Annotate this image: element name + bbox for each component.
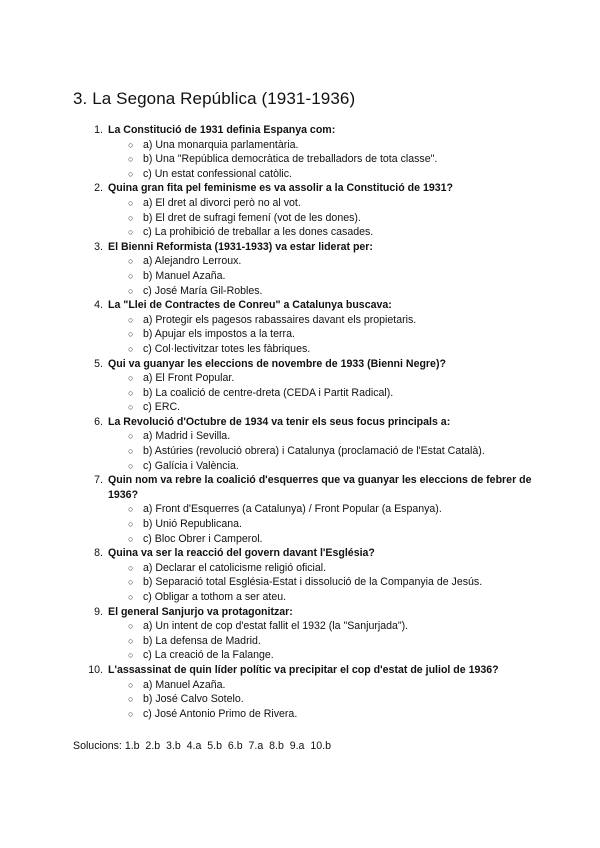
question-number: 6. — [94, 415, 103, 428]
option-text: b) La defensa de Madrid. — [143, 634, 261, 647]
question-number: 9. — [94, 605, 103, 618]
question-text: El Bienni Reformista (1931-1933) va estar liderat per: — [108, 240, 373, 253]
circle-bullet-icon: ○ — [128, 562, 134, 573]
option-text: b) Separació total Església-Estat i dissolució de la Companyia de Jesús. — [143, 576, 483, 589]
option-list — [108, 371, 548, 415]
option-text: c) La creació de la Falange. — [143, 649, 274, 662]
option-list — [108, 196, 548, 240]
question-number: 7. — [94, 474, 103, 487]
option-item — [128, 327, 548, 342]
circle-bullet-icon: ○ — [128, 387, 134, 398]
option-text: a) El dret al divorci però no al vot. — [143, 196, 301, 209]
circle-bullet-icon: ○ — [128, 402, 134, 413]
question-text: Quina va ser la reacció del govern davant l'Església? — [108, 547, 375, 560]
option-list — [108, 138, 548, 182]
option-text: a) Un intent de cop d'estat fallit el 1932 (la "Sanjurjada"). — [143, 620, 409, 633]
option-item — [128, 707, 548, 722]
circle-bullet-icon: ○ — [128, 446, 134, 457]
option-list — [108, 254, 548, 298]
option-text: a) Front d'Esquerres (a Catalunya) / Front Popular (a Espanya). — [143, 503, 442, 516]
option-item — [128, 284, 548, 299]
circle-bullet-icon: ○ — [128, 431, 134, 442]
question-item — [94, 546, 548, 604]
option-text: c) La prohibició de treballar a les dones casades. — [143, 226, 374, 239]
option-text: a) Alejandro Lerroux. — [143, 255, 242, 268]
question-number: 10. — [88, 663, 103, 676]
option-text: a) El Front Popular. — [143, 372, 235, 385]
option-list — [108, 678, 548, 722]
option-text: a) Declarar el catolicisme religió oficial. — [143, 561, 327, 574]
option-text: b) El dret de sufragi femení (vot de les dones). — [143, 211, 361, 224]
option-item — [128, 386, 548, 401]
question-item — [94, 240, 548, 298]
option-text: b) Unió Republicana. — [143, 518, 242, 531]
option-text: b) Manuel Azaña. — [143, 269, 226, 282]
question-item — [94, 181, 548, 239]
question-text: Qui va guanyar les eleccions de novembre de 1933 (Bienni Negre)? — [108, 357, 446, 370]
circle-bullet-icon: ○ — [128, 679, 134, 690]
option-item — [128, 692, 548, 707]
question-text: La "Llei de Contractes de Conreu" a Catalunya buscava: — [108, 299, 392, 312]
solutions-line: Solucions: 1.b 2.b 3.b 4.a 5.b 6.b 7.a 8.b 9.a 10.b — [73, 740, 331, 752]
option-text: c) Obligar a tothom a ser ateu. — [143, 591, 287, 603]
question-text: El general Sanjurjo va protagonitzar: — [108, 605, 293, 618]
option-item — [128, 429, 548, 444]
question-number: 4. — [94, 299, 103, 312]
option-text: c) ERC. — [143, 401, 181, 414]
option-text: b) La coalició de centre-dreta (CEDA i Partit Radical). — [143, 386, 394, 399]
question-number: 2. — [94, 182, 103, 195]
question-text: Quin nom va rebre la coalició d'esquerres que va guanyar les eleccions de febrer de 1936? — [108, 474, 532, 501]
page-title: 3. La Segona República (1931-1936) — [73, 89, 356, 108]
option-text: b) Una "República democràtica de treballadors de tota classe". — [143, 153, 438, 166]
option-list — [108, 502, 548, 546]
option-text: b) Astúries (revolució obrera) i Catalunya (proclamació de l'Estat Català). — [143, 445, 485, 458]
option-item — [128, 590, 548, 605]
option-item — [128, 269, 548, 284]
question-text: La Constitució de 1931 definia Espanya com: — [108, 124, 336, 136]
option-text: a) Protegir els pagesos rabassaires davant els propietaris. — [143, 313, 417, 326]
question-number: 1. — [94, 124, 103, 136]
option-text: c) José María Gil-Robles. — [143, 284, 263, 297]
circle-bullet-icon: ○ — [128, 227, 134, 238]
question-list — [88, 123, 548, 721]
option-item — [128, 619, 548, 634]
option-item — [128, 648, 548, 663]
option-item — [128, 575, 548, 590]
circle-bullet-icon: ○ — [128, 256, 134, 267]
circle-bullet-icon: ○ — [128, 168, 134, 179]
option-item — [128, 196, 548, 211]
option-list — [108, 429, 548, 473]
option-list — [108, 619, 548, 663]
circle-bullet-icon: ○ — [128, 708, 134, 719]
option-item — [128, 225, 548, 240]
circle-bullet-icon: ○ — [128, 635, 134, 646]
circle-bullet-icon: ○ — [128, 285, 134, 296]
question-item — [94, 123, 548, 181]
option-item — [128, 313, 548, 328]
question-item — [94, 415, 548, 473]
option-item — [128, 634, 548, 649]
option-list — [108, 561, 548, 605]
option-text: a) Una monarquia parlamentària. — [143, 138, 299, 151]
question-text: Quina gran fita pel feminisme es va assolir a la Constitució de 1931? — [108, 182, 454, 195]
option-item — [128, 254, 548, 269]
option-item — [128, 211, 548, 226]
option-item — [128, 138, 548, 153]
option-item — [128, 371, 548, 386]
circle-bullet-icon: ○ — [128, 460, 134, 471]
circle-bullet-icon: ○ — [128, 650, 134, 661]
question-item — [94, 473, 548, 546]
circle-bullet-icon: ○ — [128, 621, 134, 632]
option-item — [128, 152, 548, 167]
circle-bullet-icon: ○ — [128, 504, 134, 515]
circle-bullet-icon: ○ — [128, 343, 134, 354]
option-text: a) Madrid i Sevilla. — [143, 430, 231, 443]
option-item — [128, 342, 548, 357]
question-item — [88, 663, 548, 721]
question-item — [94, 298, 548, 356]
option-item — [128, 400, 548, 415]
question-item — [94, 605, 548, 663]
option-item — [128, 502, 548, 517]
circle-bullet-icon: ○ — [128, 314, 134, 325]
option-item — [128, 517, 548, 532]
option-text: a) Manuel Azaña. — [143, 678, 226, 691]
option-item — [128, 532, 548, 547]
option-text: b) José Calvo Sotelo. — [143, 693, 244, 706]
option-item — [128, 167, 548, 182]
option-text: c) Un estat confessional catòlic. — [143, 167, 292, 180]
question-number: 5. — [94, 357, 103, 370]
option-item — [128, 444, 548, 459]
option-text: b) Apujar els impostos a la terra. — [143, 328, 295, 341]
circle-bullet-icon: ○ — [128, 212, 134, 223]
circle-bullet-icon: ○ — [128, 154, 134, 165]
question-text: L'assassinat de quin líder polític va precipitar el cop d'estat de juliol de 1936? — [108, 663, 499, 676]
circle-bullet-icon: ○ — [128, 577, 134, 588]
option-item — [128, 678, 548, 693]
option-item — [128, 561, 548, 576]
circle-bullet-icon: ○ — [128, 197, 134, 208]
circle-bullet-icon: ○ — [128, 373, 134, 384]
question-text: La Revolució d'Octubre de 1934 va tenir els seus focus principals a: — [108, 415, 451, 428]
question-number: 3. — [94, 240, 103, 253]
circle-bullet-icon: ○ — [128, 533, 134, 544]
circle-bullet-icon: ○ — [128, 270, 134, 281]
circle-bullet-icon: ○ — [128, 329, 134, 340]
circle-bullet-icon: ○ — [128, 139, 134, 150]
circle-bullet-icon: ○ — [128, 592, 134, 602]
option-list — [108, 313, 548, 357]
question-number: 8. — [94, 547, 103, 560]
question-item — [94, 357, 548, 415]
circle-bullet-icon: ○ — [128, 694, 134, 705]
option-text: c) Bloc Obrer i Camperol. — [143, 532, 263, 545]
option-item — [128, 459, 548, 474]
circle-bullet-icon: ○ — [128, 519, 134, 530]
option-text: c) José Antonio Primo de Rivera. — [143, 707, 298, 720]
option-text: c) Galícia i València. — [143, 459, 239, 472]
option-text: c) Col·lectivitzar totes les fàbriques. — [143, 342, 311, 355]
